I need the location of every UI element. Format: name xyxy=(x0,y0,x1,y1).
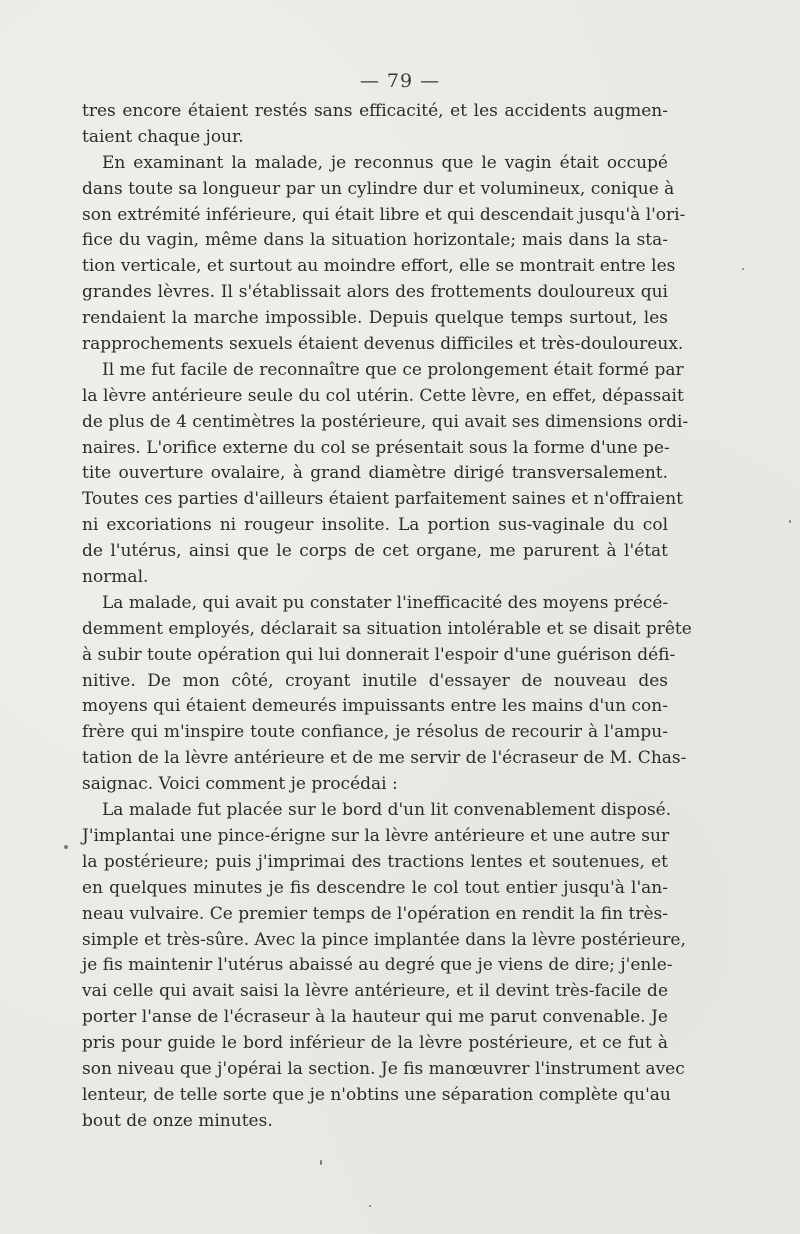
text-line: J'implantai une pince-érigne sur la lèvre antérieure et une autre sur xyxy=(82,825,670,846)
text-line: porter l'anse de l'écraseur à la hauteur qui me parut convenable. Je xyxy=(82,1007,668,1028)
text-line: dans toute sa longueur par un cylindre dur et volumineux, conique à xyxy=(82,178,675,199)
text-line: rapprochements sexuels étaient devenus difficiles et très-douloureux. xyxy=(82,334,684,355)
text-line: de l'utérus, ainsi que le corps de cet organe, me parurent à l'état xyxy=(82,541,668,562)
page-number: — 79 — xyxy=(359,70,441,92)
text-line: de plus de 4 centimètres la postérieure, qui avait ses dimensions ordi- xyxy=(82,411,689,432)
ink-speck xyxy=(369,1205,371,1207)
text-line: vai celle qui avait saisi la lèvre antérieure, et il devint très-facile de xyxy=(82,981,668,1002)
text-line: ni excoriations ni rougeur insolite. La portion sus-vaginale du col xyxy=(82,515,668,536)
text-line: frère qui m'inspire toute confiance, je résolus de recourir à l'ampu- xyxy=(82,722,668,743)
text-line: Il me fut facile de reconnaître que ce prolongement était formé par xyxy=(102,359,684,380)
paragraph xyxy=(82,591,692,798)
text-line: à subir toute opération qui lui donnerait l'espoir d'une guérison défi- xyxy=(82,644,676,665)
text-line: rendaient la marche impossible. Depuis quelque temps surtout, les xyxy=(82,308,668,329)
text-line: simple et très-sûre. Avec la pince implantée dans la lèvre postérieure, xyxy=(82,929,686,950)
ink-speck xyxy=(64,845,68,849)
text-line: En examinant la malade, je reconnus que le vagin était occupé xyxy=(102,152,668,173)
text-line: normal. xyxy=(82,567,149,588)
text-line: tation de la lèvre antérieure et de me servir de l'écraseur de M. Chas- xyxy=(82,748,687,769)
text-line: Toutes ces parties d'ailleurs étaient parfaitement saines et n'offraient xyxy=(82,489,683,510)
text-line: demment employés, déclarait sa situation intolérable et se disait prête xyxy=(82,618,692,639)
text-line: je fis maintenir l'utérus abaissé au degré que je viens de dire; j'enle- xyxy=(82,955,673,976)
text-line: son extrémité inférieure, qui était libre et qui descendait jusqu'à l'ori- xyxy=(82,204,686,225)
text-line: en quelques minutes je fis descendre le col tout entier jusqu'à l'an- xyxy=(82,877,668,898)
text-line: naires. L'orifice externe du col se présentait sous la forme d'une pe- xyxy=(82,437,670,458)
text-line: nitive. De mon côté, croyant inutile d'essayer de nouveau des xyxy=(82,670,668,691)
text-line: taient chaque jour. xyxy=(82,126,244,147)
text-line: saignac. Voici comment je procédai : xyxy=(82,774,398,795)
text-line: tite ouverture ovalaire, à grand diamètre dirigé transversalement. xyxy=(82,463,668,484)
text-line: la postérieure; puis j'imprimai des tractions lentes et soutenues, et xyxy=(82,851,668,872)
paragraph xyxy=(82,358,689,591)
paragraph xyxy=(82,99,668,151)
text-line: bout de onze minutes. xyxy=(82,1110,273,1131)
paragraph xyxy=(82,151,686,358)
text-line: la lèvre antérieure seule du col utérin. Cette lèvre, en effet, dépassait xyxy=(82,385,684,406)
text-line: pris pour guide le bord inférieur de la lèvre postérieure, et ce fut à xyxy=(82,1033,668,1054)
text-line: La malade fut placée sur le bord d'un lit convenablement disposé. xyxy=(102,800,672,821)
text-line: fice du vagin, même dans la situation horizontale; mais dans la sta- xyxy=(82,230,668,251)
ink-speck xyxy=(320,1160,322,1165)
text-line: tres encore étaient restés sans efficacité, et les accidents augmen- xyxy=(82,101,668,121)
body-text xyxy=(82,99,692,1135)
text-line: grandes lèvres. Il s'établissait alors des frottements douloureux qui xyxy=(82,282,668,303)
text-line: moyens qui étaient demeurés impuissants entre les mains d'un con- xyxy=(82,696,668,717)
text-line: son niveau que j'opérai la section. Je fis manœuvrer l'instrument avec xyxy=(82,1058,685,1079)
text-line: La malade, qui avait pu constater l'inefficacité des moyens précé- xyxy=(102,592,669,613)
ink-speck xyxy=(789,520,791,523)
paragraph xyxy=(82,798,686,1135)
text-line: lenteur, de telle sorte que je n'obtins une séparation complète qu'au xyxy=(82,1084,671,1105)
text-line: neau vulvaire. Ce premier temps de l'opération en rendit la fin très- xyxy=(82,903,668,924)
text-line: tion verticale, et surtout au moindre effort, elle se montrait entre les xyxy=(82,256,676,277)
ink-speck xyxy=(742,268,744,270)
